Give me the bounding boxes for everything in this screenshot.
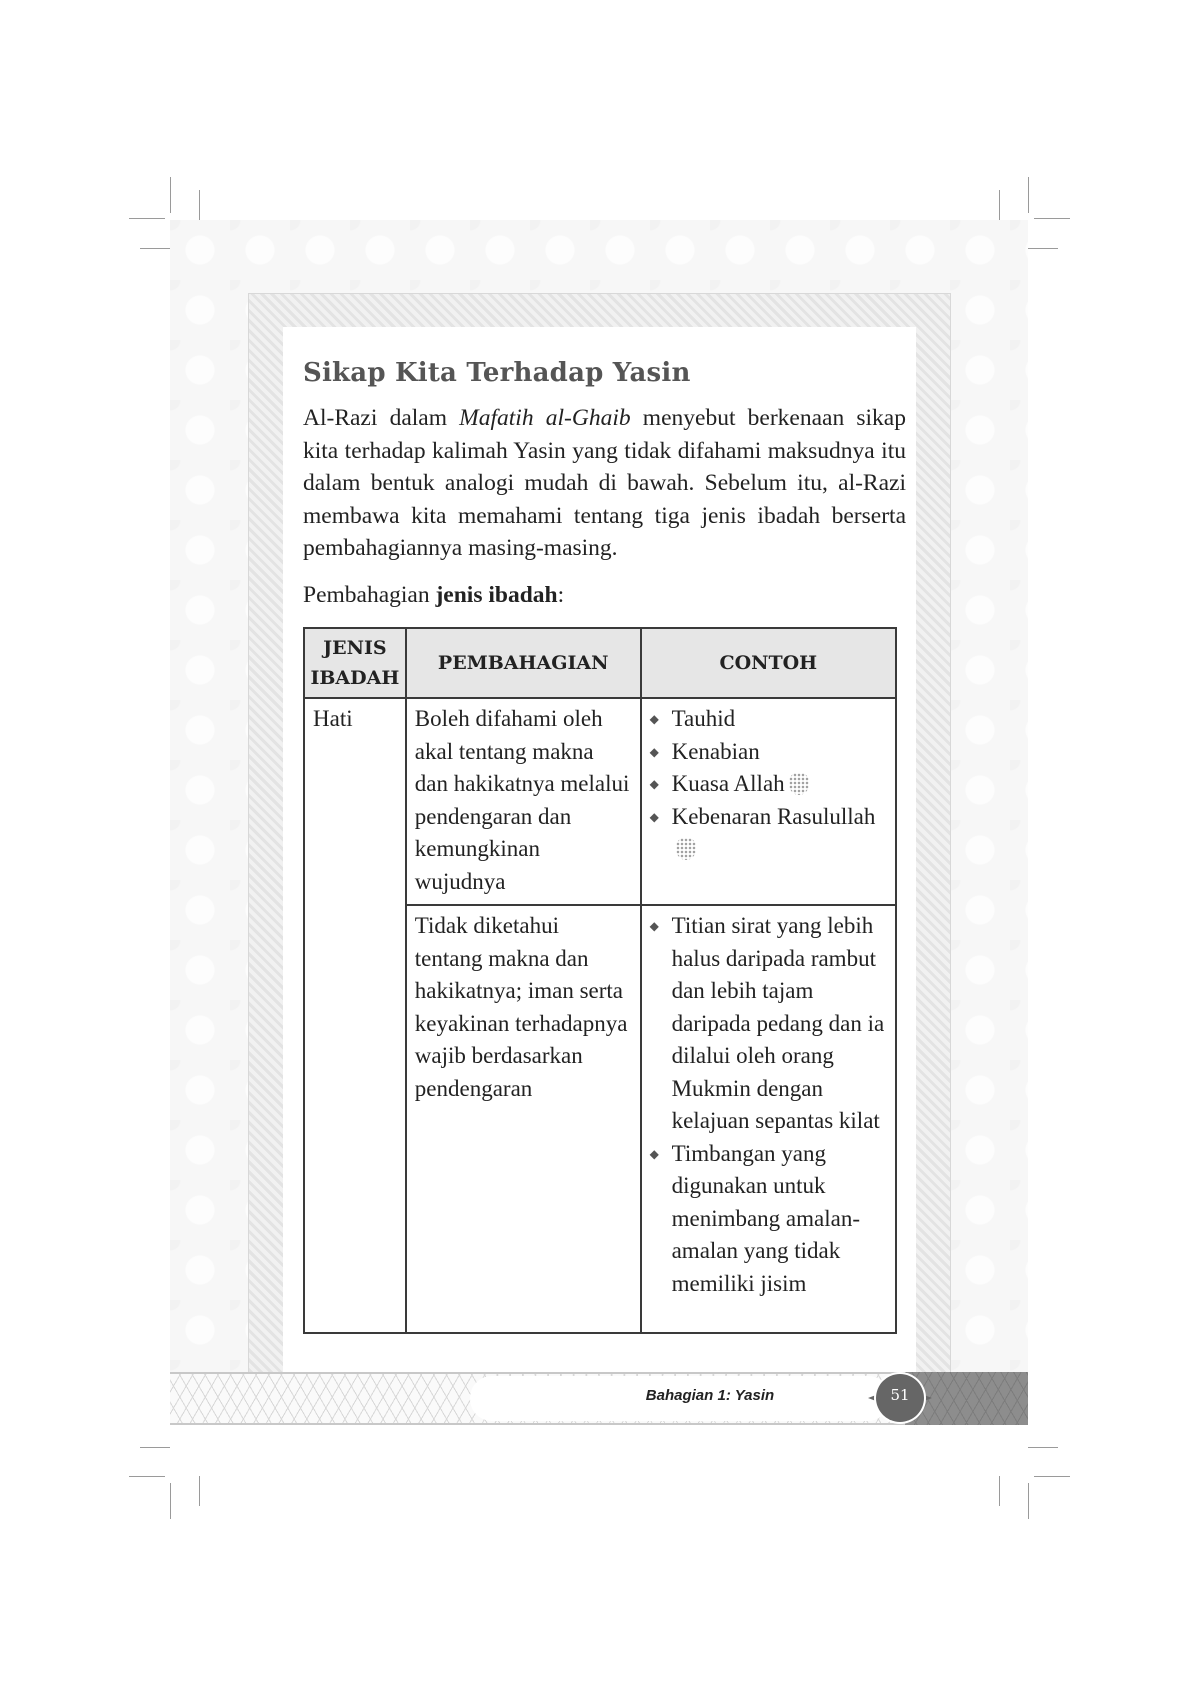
cell-contoh	[641, 698, 896, 905]
intro-paragraph	[303, 402, 906, 565]
crop-mark	[999, 1476, 1000, 1506]
crop-mark	[1034, 1476, 1070, 1477]
page-number: 51	[890, 1386, 910, 1404]
list-item: ◆ Timbangan yang digunakan untuk menimbang amalan-amalan yang tidak memiliki jisim	[650, 1138, 887, 1301]
crop-mark	[999, 190, 1000, 220]
table-caption	[303, 582, 564, 609]
crop-mark	[1028, 248, 1058, 249]
running-footer-label: Bahagian 1: Yasin	[645, 1387, 775, 1404]
list-item: ◆ Kuasa Allah	[650, 768, 887, 801]
crop-mark	[140, 1447, 170, 1448]
header-jenis-ibadah: JENIS IBADAH	[304, 628, 406, 698]
crop-mark	[129, 1476, 165, 1477]
bullet-diamond-icon: ◆	[649, 744, 659, 759]
header-pembahagian: PEMBAHAGIAN	[406, 628, 641, 698]
bullet-diamond-icon: ◆	[649, 712, 659, 726]
contoh-list	[650, 703, 887, 866]
ibadah-table	[303, 627, 897, 1334]
cell-pembahagian: Tidak diketahui tentang makna dan hakikatnya; iman serta keyakinan terhadapnya wajib berdasarkan pendengaran	[406, 905, 641, 1333]
saw-calligraphy-icon	[676, 838, 696, 860]
crop-mark	[129, 218, 165, 219]
bullet-diamond-icon: ◆	[649, 919, 659, 933]
crop-mark	[199, 190, 200, 220]
crop-mark	[170, 1483, 171, 1519]
crop-mark	[199, 1476, 200, 1506]
cell-jenis: Hati	[304, 698, 406, 1333]
list-item: ◆ Tauhid	[650, 703, 887, 736]
intro-text-start: Al-Razi dalam	[303, 405, 460, 431]
crop-mark	[140, 248, 170, 249]
crop-mark	[1028, 177, 1029, 213]
header-contoh: CONTOH	[641, 628, 896, 698]
cell-pembahagian: Boleh difahami oleh akal tentang makna dan hakikatnya melalui pendengaran dan kemungkinan wujudnya	[406, 698, 641, 905]
section-title: Sikap Kita Terhadap Yasin	[303, 358, 691, 388]
crop-mark	[170, 177, 171, 213]
caption-prefix: Pembahagian	[303, 582, 436, 608]
list-item: ◆ Titian sirat yang lebih halus daripada rambut dan lebih tajam daripada pedang dan ia dilalui oleh orang Mukmin dengan kelajuan sepantas kilat	[650, 910, 887, 1138]
crop-mark	[1034, 218, 1070, 219]
swt-calligraphy-icon	[789, 773, 809, 795]
book-title: Mafatih al-Ghaib	[459, 405, 631, 431]
crop-mark	[1028, 1447, 1058, 1448]
bullet-diamond-icon: ◆	[649, 1146, 659, 1161]
crop-mark	[1028, 1483, 1029, 1519]
bullet-diamond-icon: ◆	[649, 777, 659, 791]
table-header-row	[304, 628, 896, 698]
caption-suffix: :	[557, 582, 565, 608]
intro-text-rest: menyebut berkenaan sikap kita terhadap kalimah Yasin yang tidak difahami maksudnya itu dalam bentuk analogi mudah di bawah. Sebelum itu, al-Razi membawa kita memahami tentang tiga jenis ibadah berserta pembahagiannya masing-masing.	[303, 405, 906, 562]
list-item: ◆ Kenabian	[650, 736, 887, 769]
cell-contoh	[641, 905, 896, 1333]
table-row	[304, 698, 896, 905]
caption-bold: jenis ibadah	[435, 582, 558, 608]
bullet-diamond-icon: ◆	[649, 809, 659, 824]
list-item: ◆ Kebenaran Rasulullah	[650, 801, 887, 866]
contoh-list	[650, 910, 887, 1300]
